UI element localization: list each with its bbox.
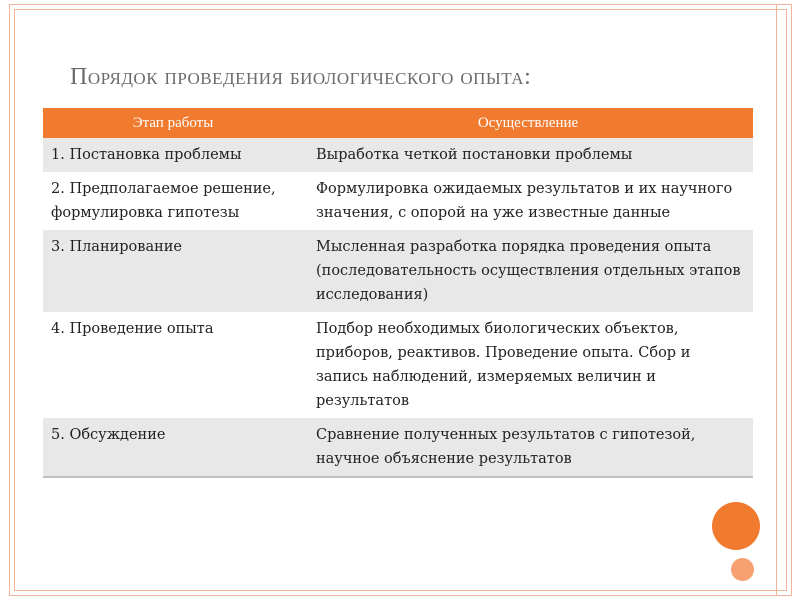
row-action: Мысленная разработка порядка проведения опыта (последовательность осуществления отдельных этапов исследования)	[303, 230, 753, 312]
header-stage: Этап работы	[43, 108, 303, 138]
row-action: Формулировка ожидаемых результатов и их научного значения, с опорой на уже известные данные	[303, 172, 753, 230]
table-header-row	[43, 108, 753, 138]
header-action: Осуществление	[303, 108, 753, 138]
row-action: Выработка четкой постановки проблемы	[303, 138, 753, 172]
row-action: Подбор необходимых биологических объектов, приборов, реактивов. Проведение опыта. Сбор и запись наблюдений, измеряемых величин и результатов	[303, 312, 753, 418]
row-stage: 5. Обсуждение	[43, 418, 303, 477]
slide-frame-accent-line	[776, 4, 777, 596]
table-row	[43, 172, 753, 230]
row-stage: 3. Планирование	[43, 230, 303, 312]
row-stage: 1. Постановка проблемы	[43, 138, 303, 172]
row-stage: 4. Проведение опыта	[43, 312, 303, 418]
table-row	[43, 138, 753, 172]
table-row	[43, 230, 753, 312]
decorative-circle-large	[712, 502, 760, 550]
table-row	[43, 418, 753, 477]
process-table	[43, 108, 753, 478]
table-row	[43, 312, 753, 418]
row-stage: 2. Предполагаемое решение, формулировка гипотезы	[43, 172, 303, 230]
decorative-circle-small	[731, 558, 754, 581]
slide-title: Порядок проведения биологического опыта:	[70, 64, 532, 90]
row-action: Сравнение полученных результатов с гипотезой, научное объяснение результатов	[303, 418, 753, 477]
